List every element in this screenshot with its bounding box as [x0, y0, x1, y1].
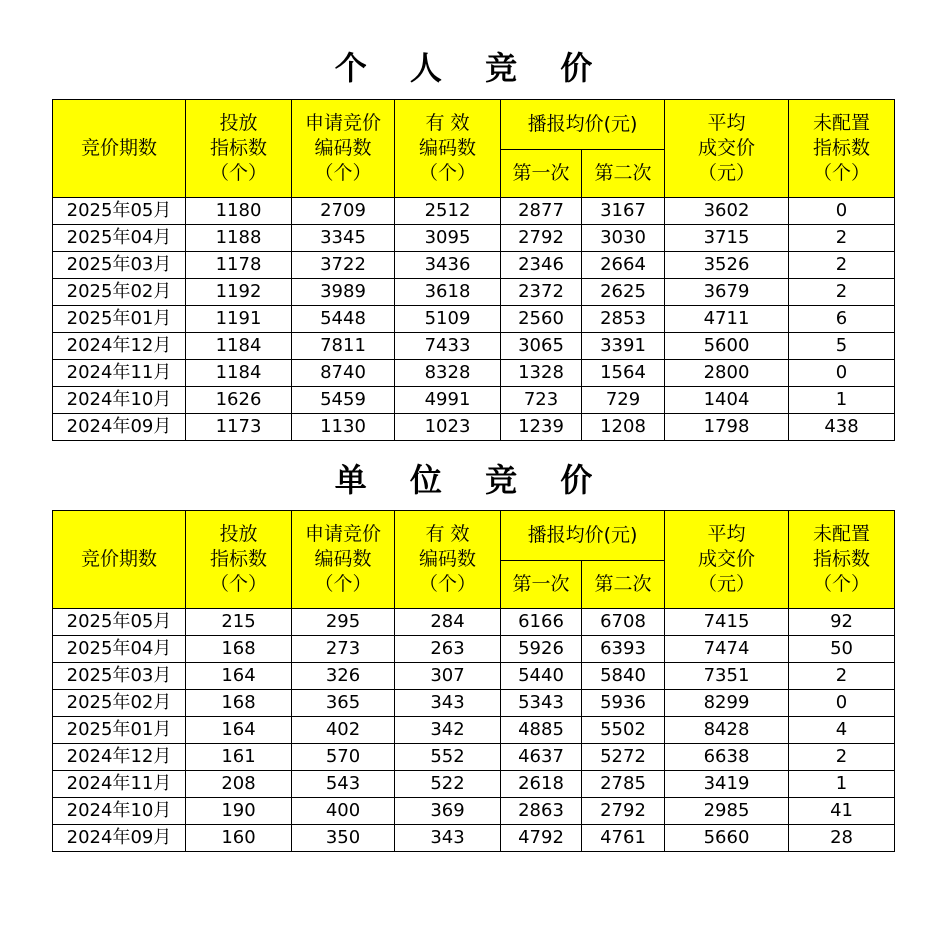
table-row: [53, 690, 895, 717]
period-cell: 2025年05月: [53, 609, 186, 636]
unallocated-cell: 2: [789, 663, 895, 690]
applications-cell: 273: [292, 636, 395, 663]
table-row: [53, 198, 895, 225]
period-cell: 2024年11月: [53, 771, 186, 798]
second-price-cell: 3030: [582, 225, 665, 252]
avg-deal-cell: 1404: [665, 387, 789, 414]
unallocated-cell: 2: [789, 279, 895, 306]
header-applications: 申请竞价 编码数 （个）: [292, 100, 395, 198]
quota-cell: 1178: [186, 252, 292, 279]
avg-deal-cell: 1798: [665, 414, 789, 441]
valid-cell: 263: [395, 636, 501, 663]
unallocated-cell: 1: [789, 387, 895, 414]
avg-deal-cell: 5600: [665, 333, 789, 360]
applications-cell: 1130: [292, 414, 395, 441]
applications-cell: 326: [292, 663, 395, 690]
header-announced-avg: 播报均价(元): [501, 511, 665, 561]
unit-table-body: [53, 609, 895, 852]
applications-cell: 570: [292, 744, 395, 771]
second-price-cell: 5502: [582, 717, 665, 744]
applications-cell: 3345: [292, 225, 395, 252]
quota-cell: 215: [186, 609, 292, 636]
applications-cell: 350: [292, 825, 395, 852]
header-avg-deal: 平均 成交价 （元）: [665, 511, 789, 609]
table-row: [53, 663, 895, 690]
second-price-cell: 2625: [582, 279, 665, 306]
second-price-cell: 2785: [582, 771, 665, 798]
table-row: [53, 825, 895, 852]
applications-cell: 7811: [292, 333, 395, 360]
period-cell: 2025年04月: [53, 636, 186, 663]
second-price-cell: 4761: [582, 825, 665, 852]
unallocated-cell: 438: [789, 414, 895, 441]
period-cell: 2024年10月: [53, 387, 186, 414]
period-cell: 2024年09月: [53, 825, 186, 852]
individual-bidding-title: 个 人 竞 价: [334, 49, 609, 87]
applications-cell: 8740: [292, 360, 395, 387]
valid-cell: 1023: [395, 414, 501, 441]
second-price-cell: 2853: [582, 306, 665, 333]
quota-cell: 164: [186, 717, 292, 744]
unallocated-cell: 41: [789, 798, 895, 825]
quota-cell: 1180: [186, 198, 292, 225]
table-row: [53, 717, 895, 744]
avg-deal-cell: 4711: [665, 306, 789, 333]
first-price-cell: 5343: [501, 690, 582, 717]
first-price-cell: 2863: [501, 798, 582, 825]
avg-deal-cell: 2985: [665, 798, 789, 825]
avg-deal-cell: 2800: [665, 360, 789, 387]
applications-cell: 2709: [292, 198, 395, 225]
second-price-cell: 3391: [582, 333, 665, 360]
period-cell: 2024年10月: [53, 798, 186, 825]
valid-cell: 342: [395, 717, 501, 744]
valid-cell: 343: [395, 825, 501, 852]
quota-cell: 208: [186, 771, 292, 798]
unallocated-cell: 4: [789, 717, 895, 744]
period-cell: 2025年01月: [53, 306, 186, 333]
avg-deal-cell: 7474: [665, 636, 789, 663]
applications-cell: 3989: [292, 279, 395, 306]
first-price-cell: 2560: [501, 306, 582, 333]
header-first: 第一次: [501, 561, 582, 609]
table-row: [53, 636, 895, 663]
period-cell: 2025年02月: [53, 690, 186, 717]
quota-cell: 1184: [186, 360, 292, 387]
period-cell: 2025年05月: [53, 198, 186, 225]
period-cell: 2025年02月: [53, 279, 186, 306]
avg-deal-cell: 3679: [665, 279, 789, 306]
second-price-cell: 5272: [582, 744, 665, 771]
valid-cell: 522: [395, 771, 501, 798]
valid-cell: 3095: [395, 225, 501, 252]
avg-deal-cell: 5660: [665, 825, 789, 852]
period-cell: 2024年11月: [53, 360, 186, 387]
table-row: [53, 414, 895, 441]
header-quota: 投放 指标数 （个）: [186, 511, 292, 609]
applications-cell: 365: [292, 690, 395, 717]
period-cell: 2024年12月: [53, 744, 186, 771]
valid-cell: 369: [395, 798, 501, 825]
valid-cell: 5109: [395, 306, 501, 333]
header-avg-deal: 平均 成交价 （元）: [665, 100, 789, 198]
unallocated-cell: 6: [789, 306, 895, 333]
first-price-cell: 4637: [501, 744, 582, 771]
header-valid: 有 效 编码数 （个）: [395, 100, 501, 198]
unallocated-cell: 0: [789, 690, 895, 717]
first-price-cell: 5926: [501, 636, 582, 663]
table-row: [53, 609, 895, 636]
applications-cell: 402: [292, 717, 395, 744]
header-first: 第一次: [501, 150, 582, 198]
avg-deal-cell: 7351: [665, 663, 789, 690]
header-period: 竞价期数: [53, 100, 186, 198]
first-price-cell: 4885: [501, 717, 582, 744]
header-valid: 有 效 编码数 （个）: [395, 511, 501, 609]
quota-cell: 190: [186, 798, 292, 825]
avg-deal-cell: 8428: [665, 717, 789, 744]
second-price-cell: 6393: [582, 636, 665, 663]
second-price-cell: 6708: [582, 609, 665, 636]
first-price-cell: 1239: [501, 414, 582, 441]
valid-cell: 4991: [395, 387, 501, 414]
unallocated-cell: 28: [789, 825, 895, 852]
period-cell: 2024年09月: [53, 414, 186, 441]
unallocated-cell: 2: [789, 225, 895, 252]
first-price-cell: 1328: [501, 360, 582, 387]
valid-cell: 3618: [395, 279, 501, 306]
avg-deal-cell: 6638: [665, 744, 789, 771]
quota-cell: 1191: [186, 306, 292, 333]
avg-deal-cell: 3526: [665, 252, 789, 279]
applications-cell: 543: [292, 771, 395, 798]
first-price-cell: 723: [501, 387, 582, 414]
unallocated-cell: 1: [789, 771, 895, 798]
unit-bidding-table: [52, 510, 895, 852]
valid-cell: 2512: [395, 198, 501, 225]
table-row: [53, 225, 895, 252]
table-row: [53, 798, 895, 825]
second-price-cell: 2792: [582, 798, 665, 825]
header-announced-avg: 播报均价(元): [501, 100, 665, 150]
header-unallocated: 未配置 指标数 （个）: [789, 100, 895, 198]
valid-cell: 552: [395, 744, 501, 771]
first-price-cell: 2618: [501, 771, 582, 798]
unallocated-cell: 0: [789, 360, 895, 387]
first-price-cell: 2792: [501, 225, 582, 252]
table-row: [53, 744, 895, 771]
table-row: [53, 771, 895, 798]
applications-cell: 3722: [292, 252, 395, 279]
quota-cell: 164: [186, 663, 292, 690]
valid-cell: 7433: [395, 333, 501, 360]
second-price-cell: 3167: [582, 198, 665, 225]
quota-cell: 161: [186, 744, 292, 771]
avg-deal-cell: 3715: [665, 225, 789, 252]
quota-cell: 1192: [186, 279, 292, 306]
individual-bidding-table: [52, 99, 895, 441]
quota-cell: 1626: [186, 387, 292, 414]
unallocated-cell: 92: [789, 609, 895, 636]
first-price-cell: 5440: [501, 663, 582, 690]
avg-deal-cell: 8299: [665, 690, 789, 717]
second-price-cell: 1564: [582, 360, 665, 387]
first-price-cell: 3065: [501, 333, 582, 360]
first-price-cell: 2372: [501, 279, 582, 306]
avg-deal-cell: 3419: [665, 771, 789, 798]
unallocated-cell: 5: [789, 333, 895, 360]
quota-cell: 1184: [186, 333, 292, 360]
first-price-cell: 4792: [501, 825, 582, 852]
unit-bidding-title: 单 位 竞 价: [334, 461, 609, 499]
header-period: 竞价期数: [53, 511, 186, 609]
header-applications: 申请竞价 编码数 （个）: [292, 511, 395, 609]
period-cell: 2025年01月: [53, 717, 186, 744]
table-row: [53, 252, 895, 279]
table-row: [53, 333, 895, 360]
unallocated-cell: 2: [789, 744, 895, 771]
table-row: [53, 306, 895, 333]
header-second: 第二次: [582, 561, 665, 609]
quota-cell: 168: [186, 690, 292, 717]
header-unallocated: 未配置 指标数 （个）: [789, 511, 895, 609]
valid-cell: 284: [395, 609, 501, 636]
applications-cell: 295: [292, 609, 395, 636]
individual-table-body: [53, 198, 895, 441]
table-row: [53, 387, 895, 414]
quota-cell: 160: [186, 825, 292, 852]
applications-cell: 5448: [292, 306, 395, 333]
second-price-cell: 729: [582, 387, 665, 414]
valid-cell: 307: [395, 663, 501, 690]
period-cell: 2025年04月: [53, 225, 186, 252]
second-price-cell: 5840: [582, 663, 665, 690]
first-price-cell: 2346: [501, 252, 582, 279]
header-quota: 投放 指标数 （个）: [186, 100, 292, 198]
first-price-cell: 2877: [501, 198, 582, 225]
table-row: [53, 360, 895, 387]
unallocated-cell: 50: [789, 636, 895, 663]
quota-cell: 1188: [186, 225, 292, 252]
period-cell: 2024年12月: [53, 333, 186, 360]
first-price-cell: 6166: [501, 609, 582, 636]
period-cell: 2025年03月: [53, 663, 186, 690]
header-second: 第二次: [582, 150, 665, 198]
quota-cell: 168: [186, 636, 292, 663]
quota-cell: 1173: [186, 414, 292, 441]
unallocated-cell: 2: [789, 252, 895, 279]
second-price-cell: 1208: [582, 414, 665, 441]
avg-deal-cell: 7415: [665, 609, 789, 636]
valid-cell: 3436: [395, 252, 501, 279]
period-cell: 2025年03月: [53, 252, 186, 279]
valid-cell: 8328: [395, 360, 501, 387]
table-row: [53, 279, 895, 306]
avg-deal-cell: 3602: [665, 198, 789, 225]
applications-cell: 5459: [292, 387, 395, 414]
valid-cell: 343: [395, 690, 501, 717]
applications-cell: 400: [292, 798, 395, 825]
second-price-cell: 2664: [582, 252, 665, 279]
unallocated-cell: 0: [789, 198, 895, 225]
second-price-cell: 5936: [582, 690, 665, 717]
